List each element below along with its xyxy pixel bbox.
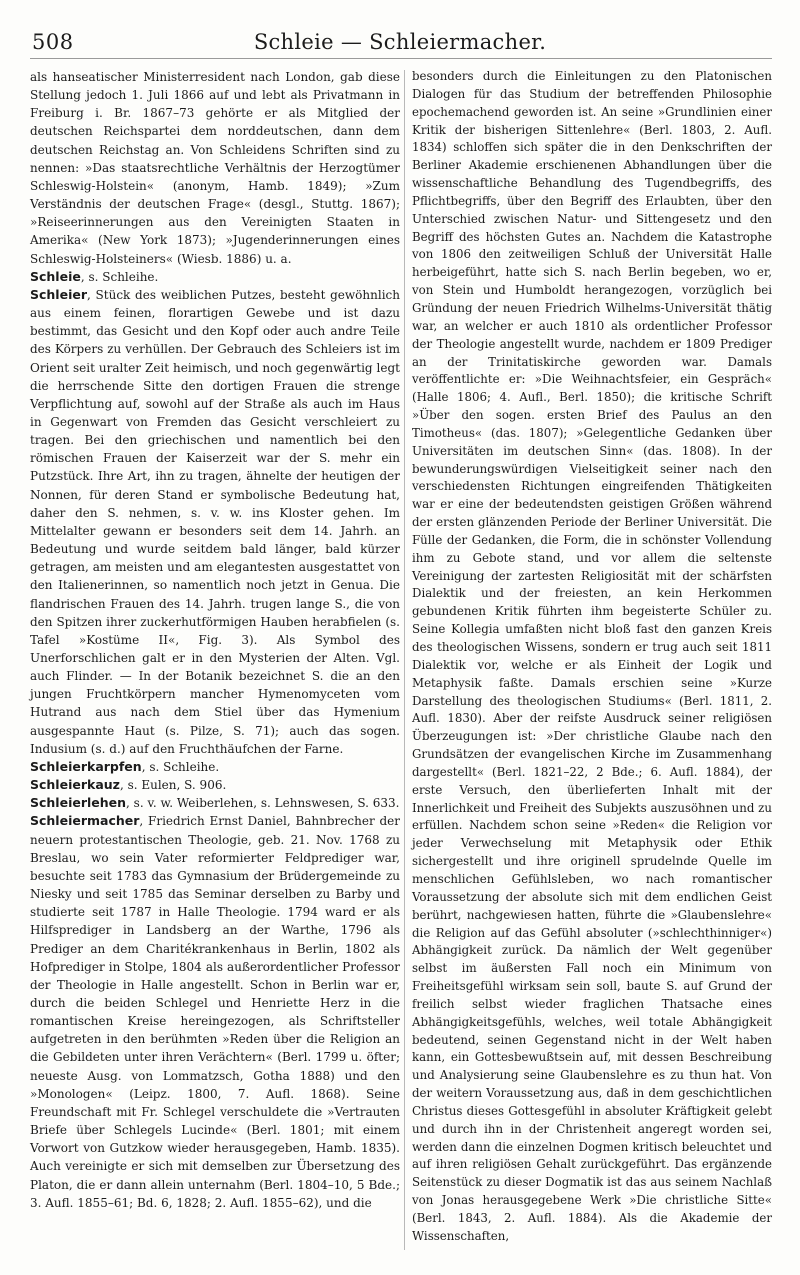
continuation-paragraph: als hanseatischer Ministerresident nach London, gab diese Stellung jedoch 1. Juli 1866 auf und lebt als Privatmann in Freiburg i. Br. 1867–73 gehörte er als Mitglied der deutschen Reichspartei dem norddeutschen, dann dem deutschen Reichstag an. Von Schleidens Schriften sind zu nennen: »Das staatsrechtliche Verhältnis der Herzogtümer Schleswig-Holstein« (anonym, Hamb. 1849); »Zum Verständnis der deutschen Frage« (desgl., Stuttg. 1867); »Reiseerinnerungen aus den Vereinigten Staaten in Amerika« (New York 1873); »Jugenderinnerungen eines Schleswig-Holsteiners« (Wiesb. 1886) u. a. <box>30 70 400 266</box>
page-number: 508 <box>32 30 74 54</box>
column-divider <box>404 70 405 1250</box>
entry-text: , s. v. w. Weiberlehen, s. Lehnswesen, S. 633. <box>126 796 400 811</box>
entry-text: , Stück des weiblichen Putzes, besteht gewöhnlich aus einem feinen, florartigen Gewebe und ist dazu bestimmt, das Gesicht und den Kopf oder auch andre Teile des Körpers zu verhüllen. Der Gebrauch des Schleiers ist im Orient seit uralter Zeit heimisch, und noch gegenwärtig legt die herrschende Sitte den dortigen Frauen die strenge Verpflichtung auf, sowohl auf der Straße als auch im Haus in Gegenwart von Fremden das Gesicht verschleiert zu tragen. Bei den griechischen und namentlich bei den römischen Frauen der Kaiserzeit war der S. mehr ein Putzstück. Ihre Art, ihn zu tragen, ähnelte der heutigen der Nonnen, für deren Stand er symbolische Bedeutung hat, daher den S. nehmen, s. v. w. ins Kloster gehen. Im Mittelalter gewann er besonders seit dem 14. Jahrh. an Bedeutung und wurde seitdem bald länger, bald kürzer getragen, am meisten und am elegantesten ausgestattet von den Italienerinnen, so namentlich noch jetzt in Genua. Die flandrischen Frauen des 14. Jahrh. trugen lange S., die von den Spitzen ihrer zuckerhutförmigen Hauben herabfielen (s. Tafel »Kostüme II«, Fig. 3). Als Symbol des Unerforschlichen galt er in den Mysterien der Alten. Vgl. auch Flinder. — In der Botanik bezeichnet S. die an den jungen Fruchtkörpern mancher Hymenomyceten vom Hutrand aus nach dem Stiel über das Hymenium ausgespannte Haut (s. Pilze, S. 71); auch das sogen. Indusium (s. d.) auf den Fruchthäufchen der Farne. <box>30 287 400 756</box>
entry-text: , s. Schleihe. <box>141 759 220 774</box>
headword: Schleie <box>30 268 81 284</box>
page-header <box>30 26 770 66</box>
entry-schleierlehen <box>30 794 400 812</box>
entry-schleierkarpfen <box>30 758 400 776</box>
entry-text: , s. Schleihe. <box>80 269 159 284</box>
entry-text: , Friedrich Ernst Daniel, Bahnbrecher der neuern protestantischen Theologie, geb. 21. Nov. 1768 zu Breslau, wo sein Vater reformierter Feldprediger war, besuchte seit 1783 das Gymnasium der Brüdergemeinde zu Niesky und seit 1785 das Seminar derselben zu Barby und studierte seit 1787 in Halle Theologie. 1794 ward er als Hilfsprediger in Landsberg an der Warthe, 1796 als Prediger an dem Charitékrankenhaus in Berlin, 1802 als Hofprediger in Stolpe, 1804 als außerordentlicher Professor der Theologie in Halle angestellt. Schon in Berlin war er, durch die beiden Schlegel und Henriette Herz in die romantischen Kreise hereingezogen, als Schriftsteller aufgetreten in den berühmten »Reden über die Religion an die Gebildeten unter ihren Verächtern« (Berl. 1799 u. öfter; neueste Ausg. von Lommatzsch, Gotha 1888) und den »Monologen« (Leipz. 1800, 7. Aufl. 1868). Seine Freundschaft mit Fr. Schlegel verschuldete die »Vertrauten Briefe über Schlegels Lucinde« (Berl. 1801; mit einem Vorwort von Gutzkow wieder herausgegeben, Hamb. 1835). Auch vereinigte er sich mit demselben zur Übersetzung des Platon, die er dann allein unternahm (Berl. 1804–10, 5 Bde.; 3. Aufl. 1855–61; Bd. 6, 1828; 2. Aufl. 1855–62), und die <box>30 814 400 1210</box>
entry-schleiermacher <box>30 812 400 1211</box>
headword: Schleier <box>30 286 88 302</box>
left-column <box>30 68 400 1212</box>
entry-text: , s. Eulen, S. 906. <box>119 778 227 793</box>
running-head: Schleie — Schleiermacher. <box>253 30 547 54</box>
header-rule <box>30 58 772 59</box>
headword: Schleierkarpfen <box>30 758 142 774</box>
entry-schleie <box>30 268 400 286</box>
headword: Schleierlehen <box>30 795 127 811</box>
entry-schleierkauz <box>30 776 400 794</box>
right-column <box>412 68 772 1246</box>
headword: Schleiermacher <box>30 813 140 829</box>
headword: Schleierkauz <box>30 777 120 793</box>
right-column-text: besonders durch die Einleitungen zu den Platonischen Dialogen für das Studium der betreffenden Philosophie epochemachend geworden ist. An seine »Grundlinien einer Kritik der bisherigen Sittenlehre« (Berl. 1803, 2. Aufl. 1834) schloffen sich später die in den Denkschriften der Berliner Akademie erschienenen Abhandlungen über die wissenschaftliche Behandlung des Tugendbegriffs, des Pflichtbegriffs, über den Begriff des Erlaubten, über den Unterschied zwischen Natur- und Sittengesetz und den Begriff des höchsten Gutes an. Nachdem die Katastrophe von 1806 den zeitweiligen Schluß der Universität Halle herbeigeführt, hatte sich S. nach Berlin begeben, wo er, von Stein und Humboldt herangezogen, vorzüglich bei Gründung der neuen Friedrich Wilhelms-Universität thätig war, an welcher er auch 1810 als ordentlicher Professor der Theologie angestellt wurde, nachdem er 1809 Prediger an der Trinitatiskirche geworden war. Damals veröffentlichte er: »Die Weihnachtsfeier, ein Gespräch« (Halle 1806; 4. Aufl., Berl. 1850); die kritische Schrift »Über den sogen. ersten Brief des Paulus an den Timotheus« (das. 1807); »Gelegentliche Gedanken über Universitäten im deutschen Sinn« (das. 1808). In der bewunderungswürdigen Vielseitigkeit seiner nach den verschiedensten Richtungen eingreifenden Thätigkeiten war er eine der bedeutendsten geistigen Größen während der ersten glänzenden Periode der Berliner Universität. Die Fülle der Gedanken, die Form, die in schönster Vollendung ihm zu Gebote stand, und vor allem die seltenste Vereinigung der zartesten Religiosität mit der schärfsten Dialektik und der freiesten, an kein Herkommen gebundenen Kritik führten ihm begeisterte Schüler zu. Seine Kollegia umfaßten nicht bloß fast den ganzen Kreis des theologischen Wissens, sondern er trug auch seit 1811 Dialektik vor, welche er als Einheit der Logik und Metaphysik faßte. Damals erschien seine »Kurze Darstellung des theologischen Studiums« (Berl. 1811, 2. Aufl. 1830). Aber der reifste Ausdruck seiner religiösen Überzeugungen ist: »Der christliche Glaube nach den Grundsätzen der evangelischen Kirche im Zusammenhang dargestellt« (Berl. 1821–22, 2 Bde.; 6. Aufl. 1884), der erste Versuch, den überlieferten Inhalt mit der Innerlichkeit und Freiheit des Subjekts auszusöhnen und zu erfüllen. Nachdem schon seine »Reden« die Religion vor jeder Verwechselung mit Metaphysik oder Ethik sichergestellt und ihre originell sprudelnde Quelle im menschlichen Gefühlsleben, wo nach romantischer Voraussetzung der absolute sich mit dem endlichen Geist berührt, nachgewiesen hatten, führte die »Glaubenslehre« die Religion auf das Gefühl absoluter (»schlechthinniger«) Abhängigkeit zurück. Da nämlich der Welt gegenüber selbst im äußersten Fall noch ein Minimum von Freiheitsgefühl wirksam sein soll, baute S. auf Grund der freilich selbst wieder fraglichen Thatsache eines Abhängigkeitsgefühls, welches, weil totale Abhängigkeit bedeutend, seinen Gegenstand nicht in der Welt haben kann, ein Gottesbewußtsein auf, mit dessen Beschreibung und Analysierung seine Glaubenslehre es zu thun hat. Von der weitern Voraussetzung aus, daß in dem geschichtlichen Christus dieses Gottesgefühl in absoluter Kräftigkeit gelebt und durch ihn in der Christenheit angeregt worden sei, werden dann die einzelnen Dogmen kritisch beleuchtet und auf ihren religiösen Gehalt zurückgeführt. Das ergänzende Seitenstück zu dieser Dogmatik ist das aus seinem Nachlaß von Jonas herausgegebene Werk »Die christliche Sitte« (Berl. 1843, 2. Aufl. 1884). Als die Akademie der Wissenschaften, <box>412 69 772 1243</box>
entry-schleier <box>30 286 400 758</box>
